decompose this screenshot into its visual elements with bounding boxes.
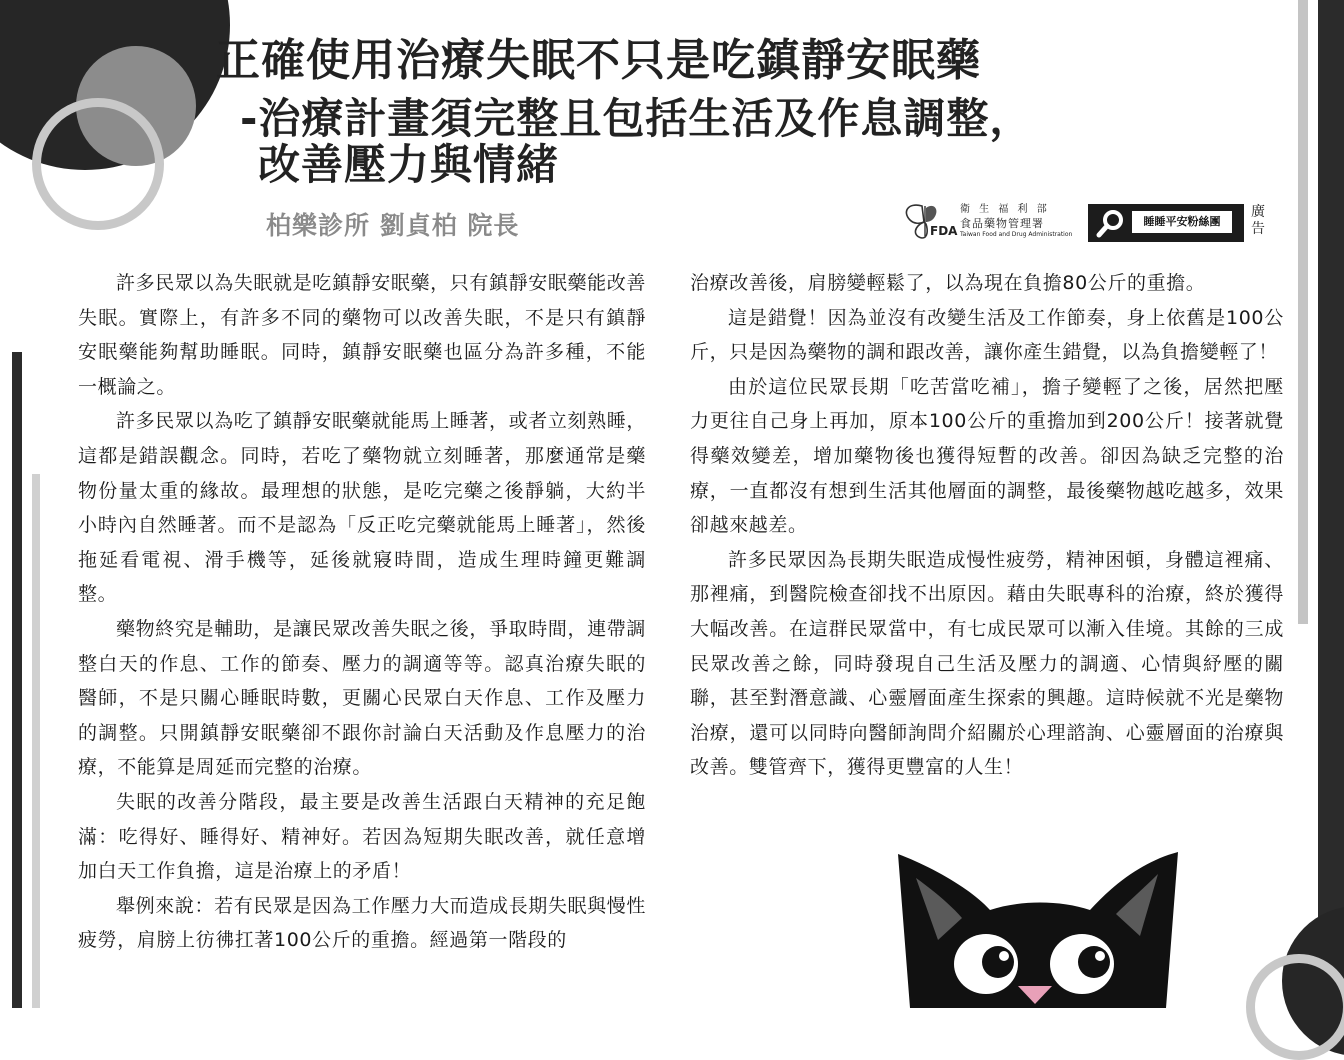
article-subtitle-line2: 改善壓力與情緒 xyxy=(258,140,560,189)
paragraph: 由於這位民眾長期「吃苦當吃補」，擔子變輕了之後，居然把壓力更往自己身上再加，原本100公斤的重擔加到200公斤！接著就覺得藥效變差，增加藥物後也獲得短暫的改善。卻因為缺乏完整的治療，一直都沒有想到生活其他層面的調整，最後藥物越吃越多，效果卻越來越差。 xyxy=(690,375,1284,537)
article-column-right xyxy=(690,266,1284,785)
decor-left-light-bar xyxy=(32,474,40,1008)
sponsor-org-english: Taiwan Food and Drug Administration xyxy=(960,231,1073,238)
decor-bottom-right-ring xyxy=(1246,954,1344,1060)
paragraph: 失眠的改善分階段，最主要是改善生活跟白天精神的充足飽滿：吃得好、睡得好、精神好。若因為短期失眠改善，就任意增加白天工作負擔，這是治療上的矛盾！ xyxy=(78,790,646,883)
paragraph: 藥物終究是輔助，是讓民眾改善失眠之後，爭取時間，連帶調整白天的作息、工作的節奏、壓力的調適等等。認真治療失眠的醫師，不是只關心睡眠時數，更關心民眾白天作息、工作及壓力的調整。只開鎮靜安眠藥卻不跟你討論白天活動及作息壓力的治療，不能算是周延而完整的治療。 xyxy=(78,617,646,779)
author-byline: 柏樂診所 劉貞柏 院長 xyxy=(266,211,520,240)
paragraph: 舉例來說：若有民眾是因為工作壓力大而造成長期失眠與慢性疲勞，肩膀上彷彿扛著100公斤的重擔。經過第一階段的 xyxy=(78,894,646,952)
paragraph: 許多民眾因為長期失眠造成慢性疲勞，精神困頓，身體這裡痛、那裡痛，到醫院檢查卻找不出原因。藉由失眠專科的治療，終於獲得大幅改善。在這群民眾當中，有七成民眾可以漸入佳境。其餘的三成民眾改善之餘，同時發現自己生活及壓力的調適、心情與紓壓的關聯，甚至對潛意識、心靈層面產生探索的興趣。這時候就不光是藥物治療，還可以同時向醫師詢問介紹關於心理諮詢、心靈層面的治療與改善。雙管齊下，獲得更豐富的人生！ xyxy=(690,548,1284,779)
sponsor-org-line1: 衛 生 福 利 部 xyxy=(960,204,1050,215)
paragraph: 許多民眾以為吃了鎮靜安眠藥就能馬上睡著，或者立刻熟睡，這都是錯誤觀念。同時，若吃了藥物就立刻睡著，那麼通常是藥物份量太重的緣故。最理想的狀態，是吃完藥之後靜躺，大約半小時內自然睡著。而不是認為「反正吃完藥就能馬上睡著」，然後拖延看電視、滑手機等，延後就寢時間，造成生理時鐘更難調整。 xyxy=(78,410,646,606)
fda-abbreviation: FDA xyxy=(930,224,958,238)
decor-left-dark-bar xyxy=(12,352,22,1008)
search-icon xyxy=(1096,208,1126,238)
article-column-left xyxy=(78,266,646,958)
paragraph: 這是錯覺！因為並沒有改變生活及工作節奏，身上依舊是100公斤，只是因為藥物的調和跟改善，讓你產生錯覺，以為負擔變輕了！ xyxy=(690,306,1284,364)
sponsor-org-line2: 食品藥物管理署 xyxy=(960,217,1044,230)
decor-right-dark-bar xyxy=(1318,0,1344,1008)
fanpage-label: 睡睡平安粉絲團 xyxy=(1132,211,1232,233)
paragraph: 許多民眾以為失眠就是吃鎮靜安眠藥，只有鎮靜安眠藥能改善失眠。實際上，有許多不同的藥物可以改善失眠，不是只有鎮靜安眠藥能夠幫助睡眠。同時，鎮靜安眠藥也區分為許多種，不能一概論之。 xyxy=(78,272,646,398)
article-title: 正確使用治療失眠不只是吃鎮靜安眠藥 xyxy=(216,35,981,86)
decor-ring-circle xyxy=(32,98,164,230)
article-subtitle-line1: -治療計畫須完整且包括生活及作息調整， xyxy=(240,94,1033,143)
paragraph-continuation: 治療改善後，肩膀變輕鬆了，以為現在負擔80公斤的重擔。 xyxy=(690,272,1206,294)
decor-right-light-bar xyxy=(1298,0,1308,624)
ad-label: 廣告 xyxy=(1251,204,1265,237)
black-cat-illustration xyxy=(890,848,1190,1008)
